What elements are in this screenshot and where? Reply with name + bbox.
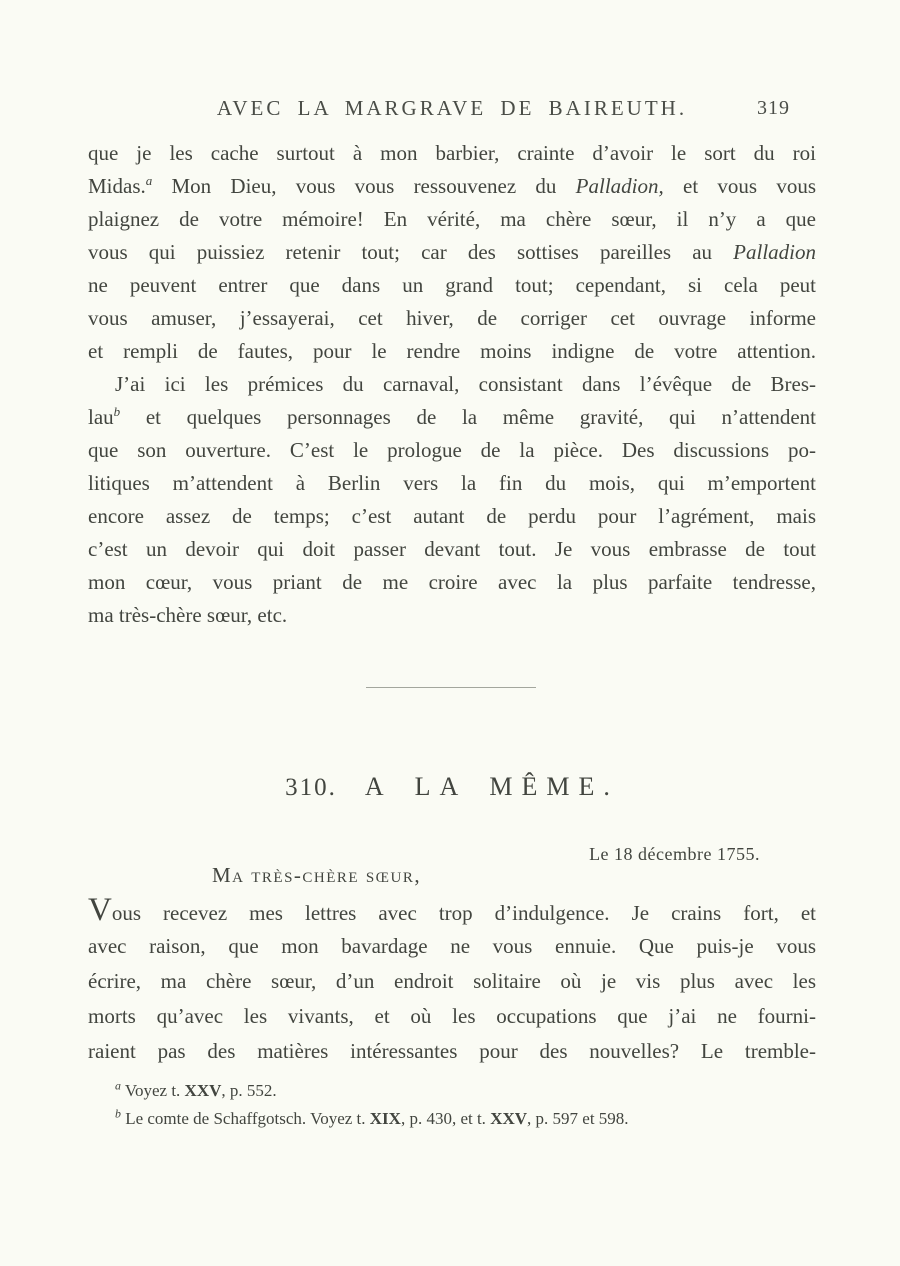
header-title: AVEC LA MARGRAVE DE BAIREUTH. (216, 96, 688, 120)
text-segment: XIX (369, 1109, 401, 1128)
letter-date: Le 18 décembre 1755. (589, 844, 760, 864)
text-line (88, 894, 816, 929)
footnote-marker: b (113, 404, 121, 419)
text-line (88, 1077, 816, 1105)
text-line (88, 368, 816, 401)
text-segment: plaignez de votre mémoire! En vérité, ma chère sœur, il n’y a que (88, 207, 816, 231)
text-segment: ous recevez mes lettres avec trop d’indulgence. Je crains fort, et (111, 901, 816, 925)
text-segment: Palladion, (575, 174, 664, 198)
text-segment: c’est un devoir qui doit passer devant tout. Je vous embrasse de tout (88, 537, 816, 561)
text-segment: Palladion (733, 240, 816, 264)
text-segment: Le comte de Schaffgotsch. Voyez t. (120, 1109, 370, 1128)
text-segment: XXV (490, 1109, 528, 1128)
text-line (88, 170, 816, 203)
text-segment: , p. 552. (221, 1081, 277, 1100)
paragraph (88, 137, 816, 368)
text-segment: écrire, ma chère sœur, d’un endroit solitaire où je vis plus avec les (88, 969, 816, 993)
text-segment: que son ouverture. C’est le prologue de la pièce. Des discussions po- (88, 438, 816, 462)
text-line (88, 302, 816, 335)
text-line (88, 500, 816, 533)
text-segment: et quelques personnages de la même gravité, qui n’attendent (120, 405, 816, 429)
text-line (88, 236, 816, 269)
text-line (88, 401, 816, 434)
text-segment: vous amuser, j’essayerai, cet hiver, de corriger cet ouvrage informe (88, 306, 816, 330)
letter-body-previous (88, 137, 816, 632)
text-line (88, 599, 816, 632)
text-segment: lau (88, 405, 114, 429)
footnote-marker: a (115, 1078, 121, 1093)
text-segment: avec raison, que mon bavardage ne vous ennuie. Que puis-je vous (88, 934, 816, 958)
text-segment: et vous vous (663, 174, 816, 198)
text-line (88, 434, 816, 467)
running-header (88, 96, 816, 126)
paragraph (88, 368, 816, 632)
letter-title: A LA MÊME. (364, 772, 619, 801)
paragraph (88, 894, 816, 1069)
text-line (88, 1034, 816, 1069)
text-segment: encore assez de temps; c’est autant de perdu pour l’agrément, mais (88, 504, 816, 528)
letter-heading (88, 772, 816, 802)
footnotes (88, 1077, 816, 1133)
text-segment: Midas. (88, 174, 146, 198)
text-line (88, 964, 816, 999)
text-line (88, 467, 816, 500)
text-line (88, 335, 816, 368)
footnote-list (88, 1077, 816, 1133)
text-line (88, 533, 816, 566)
text-line (88, 566, 816, 599)
text-segment: J’ai ici les prémices du carnaval, consistant dans l’évêque de Bres- (115, 372, 816, 396)
section-divider-rule (366, 687, 536, 688)
text-line (88, 929, 816, 964)
letter-body-310 (88, 894, 816, 1069)
text-line (88, 203, 816, 236)
letter-number: 310. (285, 774, 337, 801)
text-segment: ma très-chère sœur, etc. (88, 603, 288, 627)
footnote-marker: b (115, 1106, 121, 1121)
text-segment: raient pas des matières intéressantes pour des nouvelles? Le tremble- (88, 1039, 816, 1063)
salutation: Ma très-chère sœur, (212, 863, 422, 887)
text-segment: litiques m’attendent à Berlin vers la fin du mois, qui m’emportent (88, 471, 816, 495)
text-segment: Voyez t. (120, 1081, 185, 1100)
footnote-marker: a (145, 173, 153, 188)
text-segment: que je les cache surtout à mon barbier, crainte d’avoir le sort du roi (88, 141, 816, 165)
text-segment: ne peuvent entrer que dans un grand tout; cependant, si cela peut (88, 273, 816, 297)
text-segment: XXV (184, 1081, 222, 1100)
text-line (88, 269, 816, 302)
text-segment: V (88, 894, 112, 928)
text-segment: morts qu’avec les vivants, et où les occupations que j’ai ne fourni- (88, 1004, 816, 1028)
text-segment: , p. 430, et t. (400, 1109, 491, 1128)
text-segment: , p. 597 et 598. (527, 1109, 629, 1128)
text-segment: Mon Dieu, vous vous ressouvenez du (152, 174, 576, 198)
text-line (88, 137, 816, 170)
text-line (88, 1105, 816, 1133)
text-segment: vous qui puissiez retenir tout; car des sottises pareilles au (88, 240, 734, 264)
text-segment: mon cœur, vous priant de me croire avec la plus parfaite tendresse, (88, 570, 816, 594)
page-number: 319 (757, 97, 790, 119)
text-segment: et rempli de fautes, pour le rendre moins indigne de votre attention. (88, 339, 816, 363)
text-line (88, 999, 816, 1034)
